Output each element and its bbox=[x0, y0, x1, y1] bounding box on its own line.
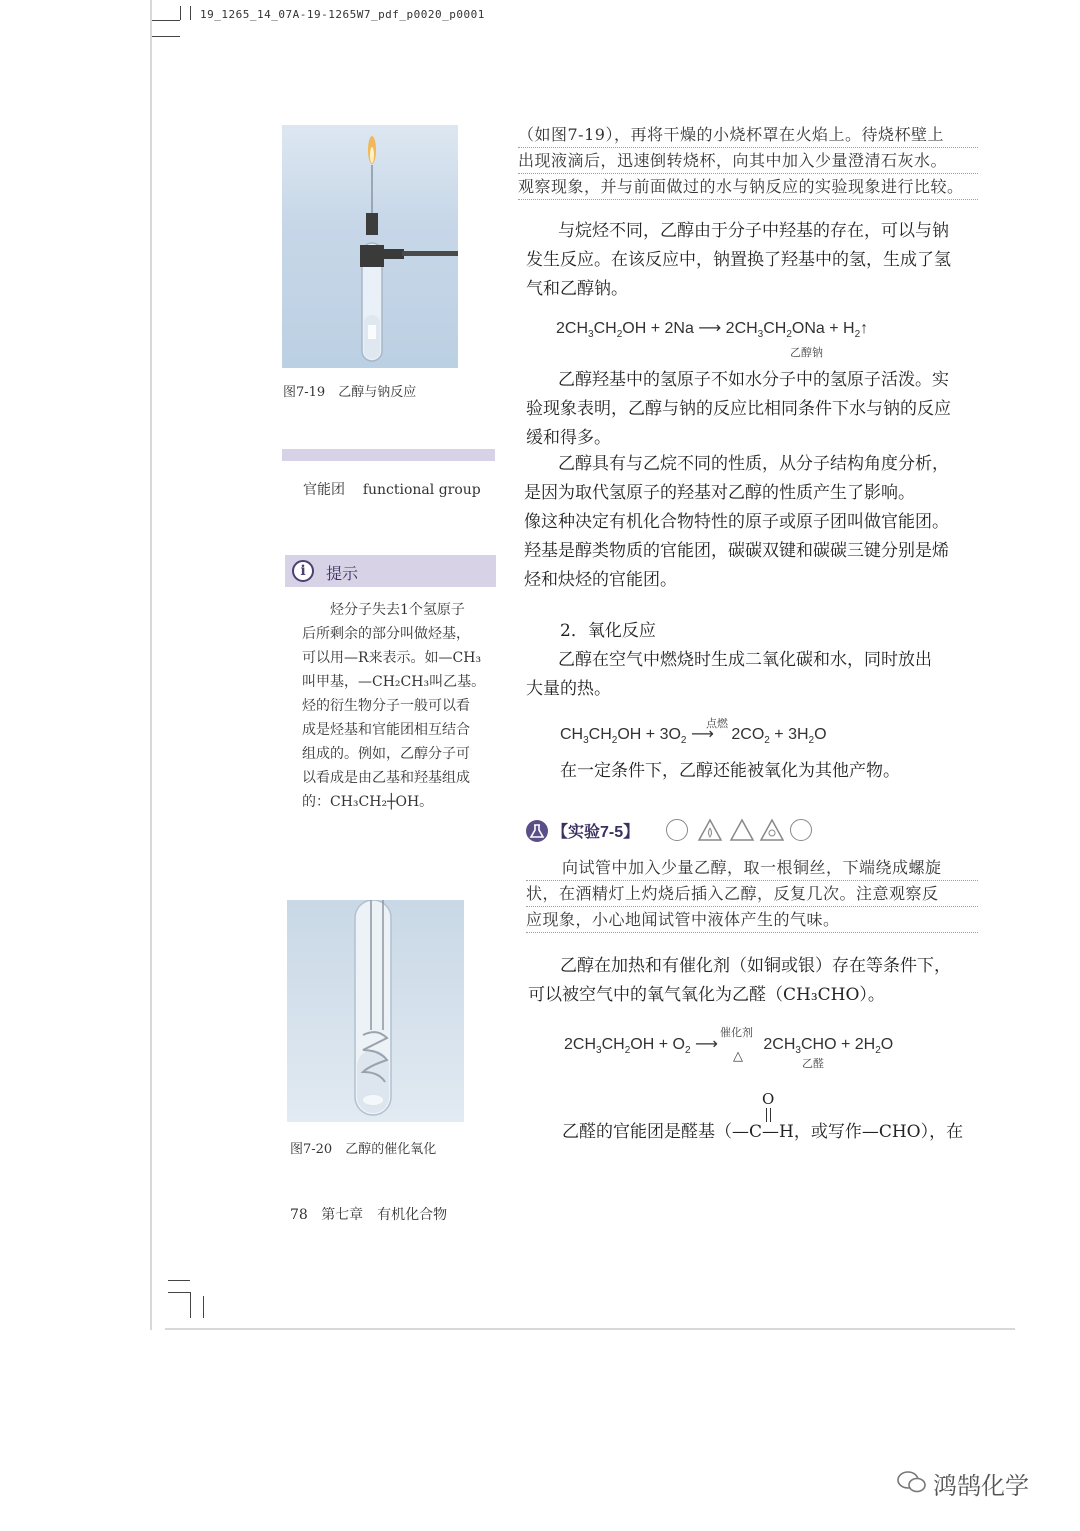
paragraph-line: 验现象表明，乙醇与钠的反应比相同条件下水与钠的反应 bbox=[526, 399, 951, 419]
paragraph-aldehyde-group: 乙醛的官能团是醛基（—C—H，或写作—CHO），在 bbox=[562, 1122, 964, 1142]
glossary-bar bbox=[282, 449, 495, 461]
experiment-line: 状，在酒精灯上灼烧后插入乙醇，反复几次。注意观察反 bbox=[526, 881, 978, 907]
scan-filename: 19_1265_14_07A-19-1265W7_pdf_p0020_p0001 bbox=[200, 8, 485, 21]
paragraph-line: 乙醇羟基中的氢原子不如水分子中的氢原子活泼。实 bbox=[558, 370, 949, 390]
test-tube-flame-illustration bbox=[282, 125, 458, 368]
hint-line: 叫甲基，—CH₂CH₃叫乙基。 bbox=[302, 674, 486, 690]
experiment-line: 应现象，小心地闻试管中液体产生的气味。 bbox=[526, 907, 978, 933]
scan-edge-left bbox=[150, 0, 152, 1330]
crop-mark bbox=[190, 1292, 191, 1318]
paragraph-line: 羟基是醇类物质的官能团，碳碳双键和碳碳三键分别是烯 bbox=[524, 541, 949, 561]
figure-caption: 图7-19 乙醇与钠反应 bbox=[283, 385, 417, 400]
paragraph-further-oxidation: 在一定条件下，乙醇还能被氧化为其他产物。 bbox=[560, 761, 900, 781]
hint-body bbox=[302, 598, 486, 814]
hint-line: 可以用—R来表示。如—CH₃ bbox=[302, 650, 482, 666]
equation-catalyst: 催化剂 bbox=[720, 1026, 753, 1039]
chapter-title: 第七章 有机化合物 bbox=[321, 1207, 448, 1223]
crop-mark bbox=[152, 36, 180, 37]
paragraph-line: 气和乙醇钠。 bbox=[526, 279, 628, 299]
figure-catalytic-oxidation-photo bbox=[287, 900, 464, 1122]
hint-line: 的：CH₃CH₂┼OH。 bbox=[302, 794, 434, 810]
flame-warning-icon bbox=[697, 818, 723, 842]
glossary-entry bbox=[303, 479, 481, 499]
paragraph-line: 像这种决定有机化合物特性的原子或原子团叫做官能团。 bbox=[524, 512, 949, 532]
equation-catalytic-oxidation: $2CH_3CH_2OH + O_2$ ⟶ $2CH_3CHO + 2H_2O$ bbox=[564, 1036, 894, 1057]
hint-line: 成是烃基和官能团相互结合 bbox=[302, 722, 470, 738]
paragraph-line: 是因为取代氢原子的羟基对乙醇的性质产生了影响。 bbox=[524, 483, 915, 503]
hint-line: 烃的衍生物分子一般可以看 bbox=[302, 698, 470, 714]
wechat-icon bbox=[897, 1470, 927, 1494]
info-icon: i bbox=[292, 560, 314, 582]
hint-line: 以看成是由乙基和羟基组成 bbox=[302, 770, 470, 786]
equation-ethanol-sodium: $2CH_3CH_2OH + 2Na$ ⟶ $2CH_3CH_2ONa$ + $H_2↑$ bbox=[556, 320, 869, 341]
caution-warning-icon bbox=[729, 818, 755, 842]
glossary-term-en: functional group bbox=[362, 482, 481, 498]
crop-mark bbox=[190, 6, 191, 20]
wash-hands-icon bbox=[790, 819, 812, 841]
crop-mark bbox=[168, 1292, 190, 1293]
paragraph-combustion bbox=[526, 646, 981, 704]
experiment-title: 【实验7-5】 bbox=[552, 824, 640, 841]
page-number: 78 bbox=[290, 1207, 308, 1223]
flask-icon bbox=[526, 820, 548, 842]
paragraph-line: 乙醇具有与乙烷不同的性质，从分子结构角度分析， bbox=[558, 454, 949, 474]
scan-edge-bottom bbox=[165, 1328, 1015, 1330]
equation-combustion: $CH_3CH_2OH + 3O_2$ ⟶ $2CO_2 + 3H_2O$ bbox=[560, 726, 827, 747]
paragraph-catalytic-oxidation bbox=[528, 952, 983, 1010]
hint-line: 组成的。例如，乙醇分子可 bbox=[302, 746, 470, 762]
hazard-warning-icon bbox=[759, 818, 785, 842]
figure-ethanol-sodium-photo bbox=[282, 125, 458, 368]
crop-mark bbox=[203, 1296, 204, 1318]
experiment-intro-line: 出现液滴后，迅速倒转烧杯，向其中加入少量澄清石灰水。 bbox=[518, 148, 978, 174]
paragraph-sodium-reaction bbox=[526, 217, 981, 304]
paragraph-functional-group bbox=[524, 450, 984, 595]
goggles-icon bbox=[666, 819, 688, 841]
figure-caption: 图7-20 乙醇的催化氧化 bbox=[290, 1142, 437, 1157]
equation-heat: △ bbox=[733, 1049, 743, 1064]
experiment-intro-line: 观察现象，并与前面做过的水与钠反应的实验现象进行比较。 bbox=[518, 174, 978, 200]
hint-line: 烃分子失去1个氢原子 bbox=[330, 602, 465, 618]
crop-mark bbox=[168, 1280, 190, 1281]
paragraph-line: 乙醇在加热和有催化剂（如铜或银）存在等条件下， bbox=[560, 956, 951, 976]
hint-header bbox=[285, 555, 496, 587]
paragraph-line: 与烷烃不同，乙醇由于分子中羟基的存在，可以与钠 bbox=[558, 221, 949, 241]
experiment-intro bbox=[518, 122, 978, 200]
glossary-term-cn: 官能团 bbox=[303, 482, 345, 498]
carbonyl-oxygen: O bbox=[762, 1090, 775, 1108]
paragraph-line: 大量的热。 bbox=[526, 679, 611, 699]
copper-wire-test-tube-illustration bbox=[287, 900, 464, 1122]
section-heading-oxidation: 2．氧化反应 bbox=[560, 621, 656, 641]
paragraph-line: 烃和炔烃的官能团。 bbox=[524, 570, 677, 590]
paragraph-line: 乙醇在空气中燃烧时生成二氧化碳和水，同时放出 bbox=[558, 650, 932, 670]
experiment-procedure bbox=[526, 855, 978, 933]
crop-mark bbox=[152, 20, 180, 21]
equation-label: 乙醛 bbox=[802, 1057, 824, 1070]
paragraph-line: 缓和得多。 bbox=[526, 428, 611, 448]
page-footer bbox=[290, 1204, 447, 1224]
experiment-line: 向试管中加入少量乙醇，取一根铜丝，下端绕成螺旋 bbox=[526, 855, 978, 881]
paragraph-line: 发生反应。在该反应中，钠置换了羟基中的氢，生成了氢 bbox=[526, 250, 951, 270]
experiment-intro-line: （如图7-19），再将干燥的小烧杯罩在火焰上。待烧杯壁上 bbox=[518, 122, 978, 148]
paragraph-line: 可以被空气中的氧气氧化为乙醛（CH₃CHO）。 bbox=[528, 985, 885, 1005]
watermark-text: 鸿鹄化学 bbox=[933, 1472, 1029, 1500]
hint-line: 后所剩余的部分叫做烃基， bbox=[302, 626, 470, 642]
crop-mark bbox=[180, 6, 181, 20]
equation-condition: 点燃 bbox=[706, 717, 728, 730]
paragraph-hydrogen-activity bbox=[526, 366, 981, 453]
equation-label: 乙醇钠 bbox=[790, 346, 823, 359]
hint-title: 提示 bbox=[326, 566, 359, 583]
